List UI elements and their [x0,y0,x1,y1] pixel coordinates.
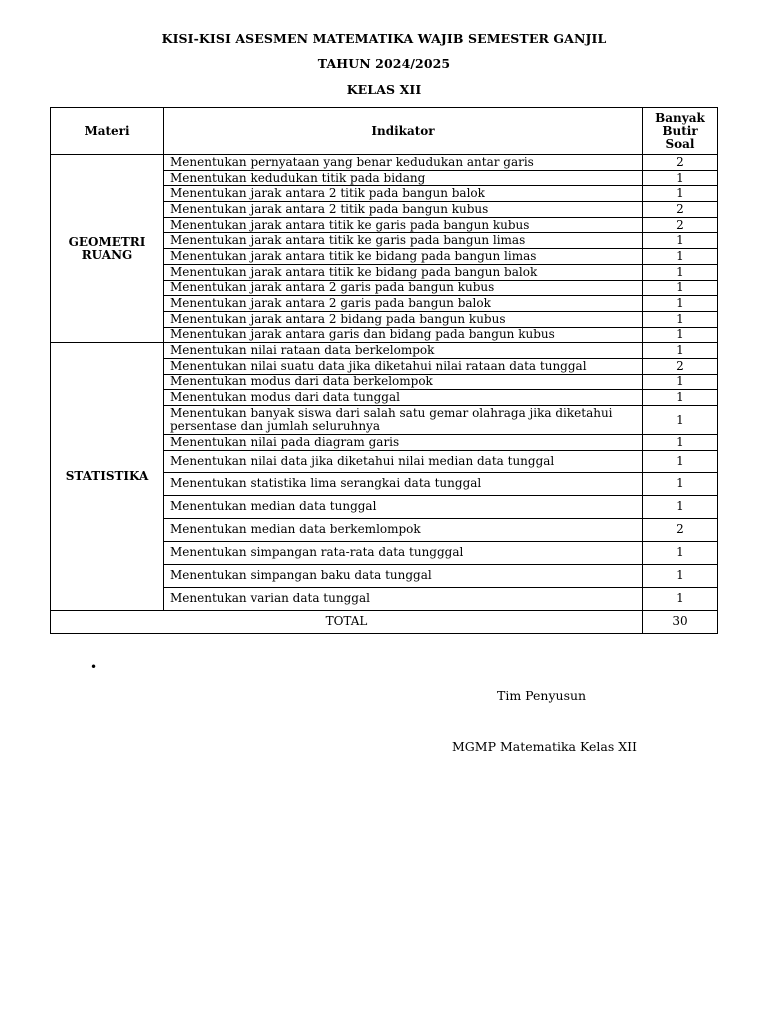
indikator-cell: Menentukan modus dari data berkelompok [164,374,643,390]
butir-soal-cell: 1 [643,564,718,587]
indikator-cell: Menentukan banyak siswa dari salah satu gemar olahraga jika diketahui persentase dan jumlah seluruhnya [164,406,643,435]
butir-soal-cell: 1 [643,472,718,495]
butir-soal-cell: 1 [643,406,718,435]
header-indikator: Indikator [164,108,643,155]
indikator-cell: Menentukan jarak antara 2 titik pada bangun kubus [164,202,643,218]
indikator-cell: Menentukan jarak antara 2 garis pada bangun balok [164,296,643,312]
indikator-cell: Menentukan median data tunggal [164,495,643,518]
indikator-cell: Menentukan nilai rataan data berkelompok [164,343,643,359]
indikator-cell: Menentukan pernyataan yang benar kedudukan antar garis [164,155,643,171]
butir-soal-cell: 1 [643,587,718,610]
butir-soal-cell: 2 [643,155,718,171]
header-banyak-butir-soal: Banyak Butir Soal [643,108,718,155]
indikator-cell: Menentukan median data berkemlompok [164,518,643,541]
butir-soal-cell: 1 [643,390,718,406]
bullet-mark: • [90,660,98,674]
butir-soal-cell: 1 [643,374,718,390]
butir-soal-cell: 1 [643,186,718,202]
butir-soal-cell: 1 [643,233,718,249]
indikator-cell: Menentukan kedudukan titik pada bidang [164,170,643,186]
signature-team: Tim Penyusun [497,688,587,703]
indikator-cell: Menentukan nilai pada diagram garis [164,435,643,451]
total-row [51,610,718,633]
indikator-cell: Menentukan jarak antara 2 garis pada bangun kubus [164,280,643,296]
indikator-cell: Menentukan nilai data jika diketahui nilai median data tunggal [164,450,643,472]
indikator-cell: Menentukan simpangan rata-rata data tungggal [164,541,643,564]
total-value: 30 [643,610,718,633]
document-year: TAHUN 2024/2025 [317,56,451,71]
indikator-cell: Menentukan statistika lima serangkai data tunggal [164,472,643,495]
indikator-cell: Menentukan jarak antara titik ke bidang pada bangun balok [164,264,643,280]
butir-soal-cell: 1 [643,280,718,296]
table-header-row [51,108,718,155]
indikator-cell: Menentukan jarak antara titik ke garis pada bangun limas [164,233,643,249]
header-materi: Materi [51,108,164,155]
materi-geometri-ruang: GEOMETRI RUANG [51,155,164,343]
materi-statistika: STATISTIKA [51,343,164,610]
indikator-cell: Menentukan simpangan baku data tunggal [164,564,643,587]
butir-soal-cell: 1 [643,435,718,451]
indikator-cell: Menentukan jarak antara 2 titik pada bangun balok [164,186,643,202]
butir-soal-cell: 1 [643,296,718,312]
total-label: TOTAL [51,610,643,633]
butir-soal-cell: 2 [643,217,718,233]
signature-group: MGMP Matematika Kelas XII [452,739,637,754]
butir-soal-cell: 1 [643,249,718,265]
butir-soal-cell: 1 [643,450,718,472]
butir-soal-cell: 2 [643,518,718,541]
document-class: KELAS XII [346,82,422,97]
indikator-cell: Menentukan jarak antara garis dan bidang pada bangun kubus [164,327,643,343]
document-title: KISI-KISI ASESMEN MATEMATIKA WAJIB SEMESTER GANJIL [161,31,607,46]
butir-soal-cell: 1 [643,327,718,343]
indikator-cell: Menentukan jarak antara titik ke garis pada bangun kubus [164,217,643,233]
table-row [51,155,718,171]
indikator-cell: Menentukan jarak antara 2 bidang pada bangun kubus [164,311,643,327]
butir-soal-cell: 1 [643,264,718,280]
butir-soal-cell: 2 [643,358,718,374]
butir-soal-cell: 1 [643,170,718,186]
butir-soal-cell: 2 [643,202,718,218]
indikator-cell: Menentukan nilai suatu data jika diketahui nilai rataan data tunggal [164,358,643,374]
table-row [51,343,718,359]
butir-soal-cell: 1 [643,343,718,359]
indikator-cell: Menentukan jarak antara titik ke bidang pada bangun limas [164,249,643,265]
indikator-cell: Menentukan varian data tunggal [164,587,643,610]
indikator-cell: Menentukan modus dari data tunggal [164,390,643,406]
butir-soal-cell: 1 [643,311,718,327]
butir-soal-cell: 1 [643,541,718,564]
butir-soal-cell: 1 [643,495,718,518]
kisi-kisi-table [50,107,718,634]
